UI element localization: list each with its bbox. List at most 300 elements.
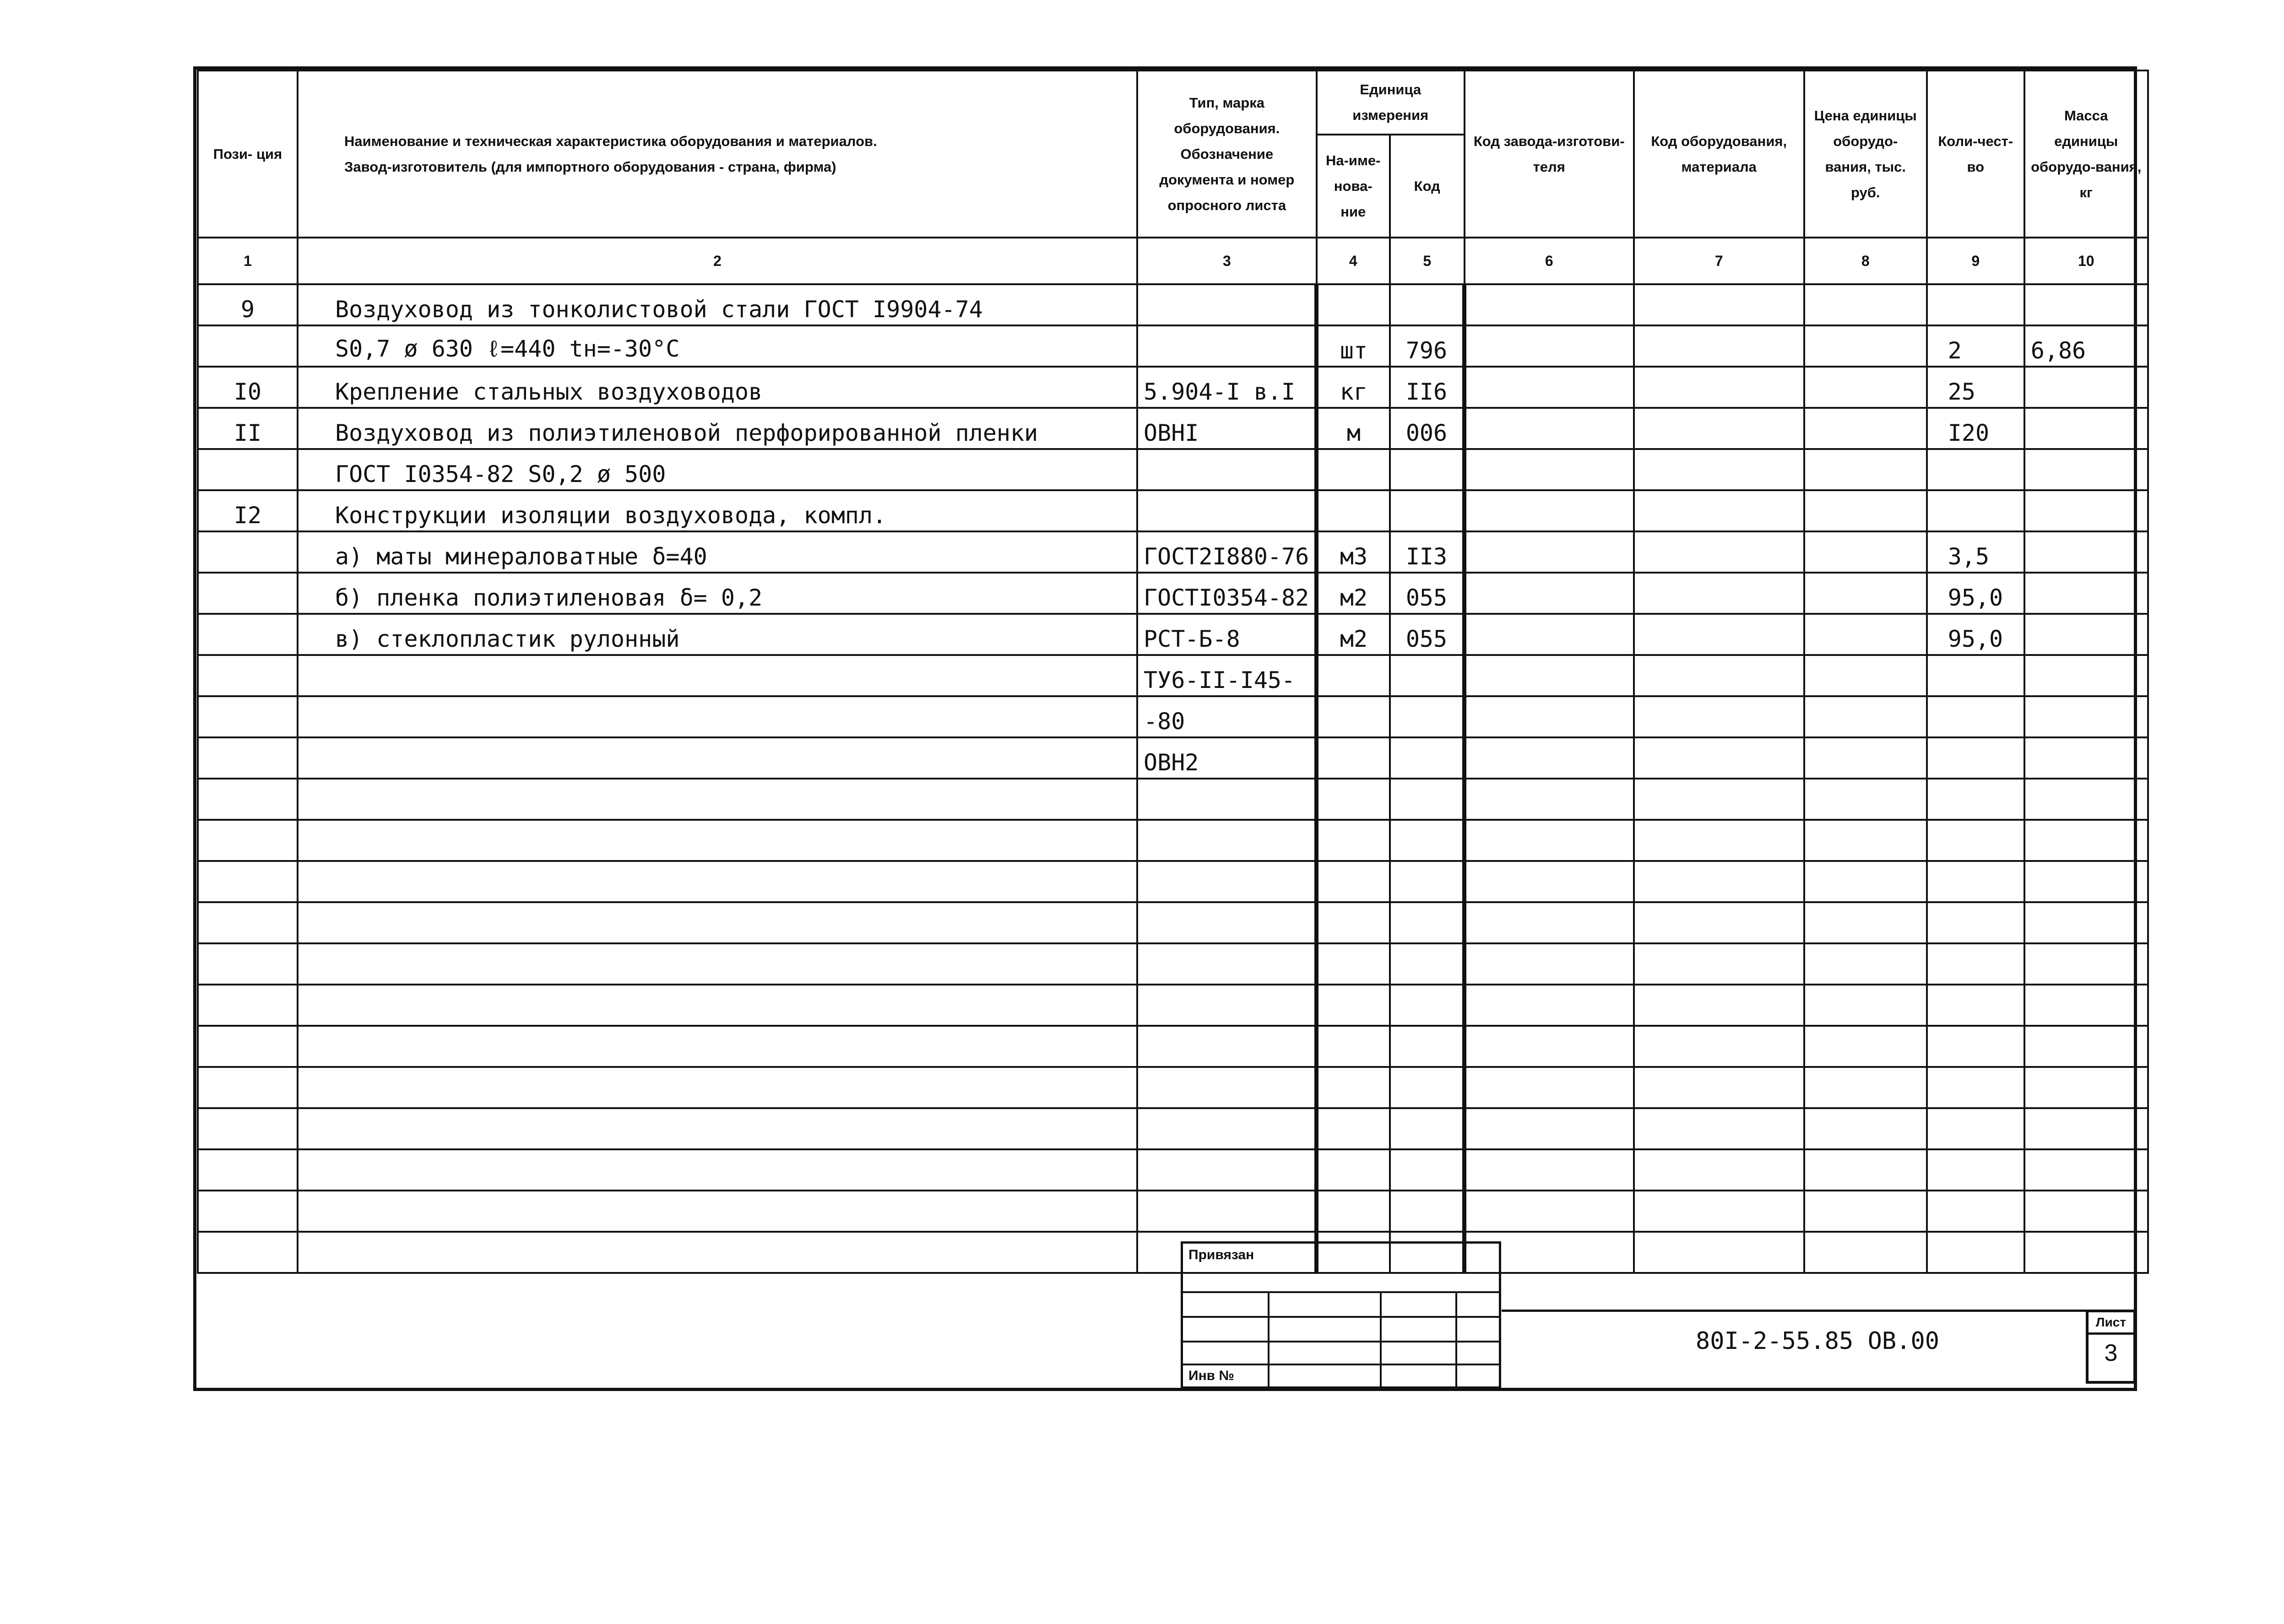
- header-unit: Единица измерения: [1317, 70, 1465, 135]
- cell-f8: [1804, 655, 1927, 696]
- cell-f6: [1465, 408, 1634, 449]
- cell-qty: [1927, 902, 2024, 943]
- cell-f7: [1634, 1191, 1804, 1232]
- cell-f8: [1804, 1149, 1927, 1191]
- cell-code: [1390, 490, 1465, 531]
- table-row: [198, 325, 2148, 367]
- cell-pos: [198, 1067, 298, 1108]
- cell-name: [298, 655, 1137, 696]
- cell-unit: [1317, 1067, 1390, 1108]
- cell-mass: [2024, 1108, 2148, 1149]
- stamp-line: [1455, 1293, 1457, 1386]
- table-row: [198, 284, 2148, 325]
- table-row: [198, 737, 2148, 779]
- cell-f7: [1634, 1149, 1804, 1191]
- cell-mass: [2024, 655, 2148, 696]
- cell-pos: II: [198, 408, 298, 449]
- cell-code: [1390, 779, 1465, 820]
- cell-qty: [1927, 284, 2024, 325]
- cell-name: [298, 1149, 1137, 1191]
- cell-unit: [1317, 490, 1390, 531]
- cell-qty: 25: [1927, 367, 2024, 408]
- cell-f6: [1465, 531, 1634, 573]
- table-row: [198, 367, 2148, 408]
- cell-pos: [198, 820, 298, 861]
- cell-mass: [2024, 1067, 2148, 1108]
- cell-mass: [2024, 284, 2148, 325]
- specification-table: [197, 70, 2149, 1274]
- cell-f6: [1465, 985, 1634, 1026]
- cell-pos: I0: [198, 367, 298, 408]
- cell-mass: [2024, 820, 2148, 861]
- cell-code: [1390, 1191, 1465, 1232]
- cell-name: Конструкции изоляции воздуховода, компл.: [298, 490, 1137, 531]
- table-row: [198, 449, 2148, 490]
- table-row: [198, 490, 2148, 531]
- cell-f8: [1804, 820, 1927, 861]
- cell-name: [298, 1108, 1137, 1149]
- cell-mass: [2024, 531, 2148, 573]
- cell-qty: [1927, 1108, 2024, 1149]
- cell-mass: [2024, 614, 2148, 655]
- cell-name: [298, 902, 1137, 943]
- sheet-number: 3: [2104, 1340, 2118, 1366]
- cell-f7: [1634, 902, 1804, 943]
- cell-name: Воздуховод из тонколистовой стали ГОСТ I9904-74: [298, 284, 1137, 325]
- cell-qty: [1927, 737, 2024, 779]
- column-number: 6: [1465, 238, 1634, 284]
- cell-type: РСТ-Б-8: [1137, 614, 1317, 655]
- cell-code: [1390, 861, 1465, 902]
- cell-type: ГОСТI0354-82: [1137, 573, 1317, 614]
- cell-f6: [1465, 820, 1634, 861]
- cell-unit: [1317, 1026, 1390, 1067]
- cell-f7: [1634, 408, 1804, 449]
- header-unit-name: На-име-нова-ние: [1317, 135, 1390, 238]
- cell-code: 796: [1390, 325, 1465, 367]
- cell-code: [1390, 943, 1465, 985]
- cell-unit: [1317, 861, 1390, 902]
- cell-mass: [2024, 1232, 2148, 1273]
- cell-pos: [198, 902, 298, 943]
- table-row: [198, 820, 2148, 861]
- cell-mass: [2024, 779, 2148, 820]
- cell-pos: [198, 1108, 298, 1149]
- table-row: [198, 779, 2148, 820]
- cell-type: ГОСТ2I880-76: [1137, 531, 1317, 573]
- cell-unit: [1317, 1108, 1390, 1149]
- cell-f7: [1634, 985, 1804, 1026]
- cell-f7: [1634, 737, 1804, 779]
- cell-code: 055: [1390, 573, 1465, 614]
- cell-mass: [2024, 573, 2148, 614]
- cell-code: [1390, 1149, 1465, 1191]
- table-row: [198, 861, 2148, 902]
- cell-f8: [1804, 284, 1927, 325]
- cell-pos: 9: [198, 284, 298, 325]
- cell-qty: [1927, 696, 2024, 737]
- cell-qty: [1927, 943, 2024, 985]
- cell-mass: [2024, 861, 2148, 902]
- cell-pos: [198, 943, 298, 985]
- column-number: 1: [198, 238, 298, 284]
- cell-pos: [198, 1149, 298, 1191]
- cell-code: II6: [1390, 367, 1465, 408]
- cell-unit: м2: [1317, 614, 1390, 655]
- cell-qty: [1927, 655, 2024, 696]
- cell-mass: [2024, 1191, 2148, 1232]
- cell-mass: [2024, 943, 2148, 985]
- column-number: 5: [1390, 238, 1465, 284]
- cell-mass: [2024, 696, 2148, 737]
- cell-unit: м2: [1317, 573, 1390, 614]
- cell-f6: [1465, 1191, 1634, 1232]
- cell-f8: [1804, 985, 1927, 1026]
- cell-f6: [1465, 1149, 1634, 1191]
- header-name-line1: Наименование и техническая характеристика оборудования и материалов.: [344, 133, 877, 149]
- cell-f6: [1465, 943, 1634, 985]
- cell-f8: [1804, 779, 1927, 820]
- table-row: [198, 1067, 2148, 1108]
- stamp-line: [1268, 1293, 1269, 1386]
- cell-pos: [198, 614, 298, 655]
- cell-type: [1137, 820, 1317, 861]
- cell-f6: [1465, 655, 1634, 696]
- cell-type: ОВН2: [1137, 737, 1317, 779]
- cell-name: Крепление стальных воздуховодов: [298, 367, 1137, 408]
- cell-unit: [1317, 820, 1390, 861]
- table-row: [198, 902, 2148, 943]
- cell-unit: [1317, 1191, 1390, 1232]
- column-number: 8: [1804, 238, 1927, 284]
- header-quantity: Коли-чест-во: [1927, 70, 2024, 238]
- cell-name: ГОСТ I0354-82 S0,2 ø 500: [298, 449, 1137, 490]
- cell-f6: [1465, 490, 1634, 531]
- cell-type: [1137, 902, 1317, 943]
- cell-f7: [1634, 779, 1804, 820]
- column-number: 9: [1927, 238, 2024, 284]
- cell-name: [298, 861, 1137, 902]
- cell-f8: [1804, 737, 1927, 779]
- cell-type: [1137, 449, 1317, 490]
- cell-mass: [2024, 737, 2148, 779]
- cell-f6: [1465, 1108, 1634, 1149]
- cell-name: [298, 1232, 1137, 1273]
- cell-code: [1390, 696, 1465, 737]
- cell-qty: 3,5: [1927, 531, 2024, 573]
- cell-f8: [1804, 367, 1927, 408]
- cell-mass: [2024, 1149, 2148, 1191]
- table-row: [198, 696, 2148, 737]
- cell-f7: [1634, 284, 1804, 325]
- cell-pos: [198, 449, 298, 490]
- cell-f6: [1465, 325, 1634, 367]
- cell-qty: [1927, 1026, 2024, 1067]
- cell-name: [298, 696, 1137, 737]
- cell-pos: [198, 696, 298, 737]
- cell-pos: I2: [198, 490, 298, 531]
- column-number: 7: [1634, 238, 1804, 284]
- sheet-number-box: [2086, 1310, 2136, 1384]
- table-row: [198, 408, 2148, 449]
- cell-code: II3: [1390, 531, 1465, 573]
- cell-pos: [198, 1191, 298, 1232]
- cell-name: [298, 1026, 1137, 1067]
- cell-code: [1390, 655, 1465, 696]
- cell-name: [298, 737, 1137, 779]
- cell-mass: [2024, 985, 2148, 1026]
- cell-type: [1137, 325, 1317, 367]
- cell-f7: [1634, 531, 1804, 573]
- cell-unit: [1317, 696, 1390, 737]
- cell-f7: [1634, 820, 1804, 861]
- cell-pos: [198, 737, 298, 779]
- cell-unit: кг: [1317, 367, 1390, 408]
- cell-pos: [198, 531, 298, 573]
- cell-qty: [1927, 1067, 2024, 1108]
- cell-type: -80: [1137, 696, 1317, 737]
- table-row: [198, 614, 2148, 655]
- cell-f7: [1634, 614, 1804, 655]
- cell-mass: [2024, 408, 2148, 449]
- sheet-label: Лист: [2089, 1312, 2133, 1335]
- cell-mass: [2024, 367, 2148, 408]
- cell-code: [1390, 820, 1465, 861]
- cell-qty: [1927, 1149, 2024, 1191]
- stamp-line: [1183, 1316, 1499, 1318]
- cell-f6: [1465, 1067, 1634, 1108]
- cell-code: [1390, 284, 1465, 325]
- cell-type: [1137, 985, 1317, 1026]
- cell-mass: [2024, 1026, 2148, 1067]
- stamp-line: [1183, 1364, 1499, 1365]
- cell-qty: [1927, 1191, 2024, 1232]
- cell-mass: [2024, 902, 2148, 943]
- cell-f8: [1804, 1026, 1927, 1067]
- cell-f6: [1465, 696, 1634, 737]
- cell-pos: [198, 1232, 298, 1273]
- cell-f7: [1634, 490, 1804, 531]
- column-number: 4: [1317, 238, 1390, 284]
- cell-name: [298, 1067, 1137, 1108]
- cell-type: [1137, 779, 1317, 820]
- cell-f8: [1804, 943, 1927, 985]
- cell-code: [1390, 737, 1465, 779]
- cell-f7: [1634, 573, 1804, 614]
- header-equipment-code: Код оборудования, материала: [1634, 70, 1804, 238]
- cell-unit: [1317, 779, 1390, 820]
- cell-f8: [1804, 1108, 1927, 1149]
- stamp-line: [1183, 1341, 1499, 1343]
- stamp-bottom-label: Инв №: [1188, 1368, 1234, 1383]
- cell-f8: [1804, 861, 1927, 902]
- cell-qty: 95,0: [1927, 614, 2024, 655]
- cell-type: [1137, 1026, 1317, 1067]
- cell-pos: [198, 573, 298, 614]
- cell-type: ТУ6-II-I45-: [1137, 655, 1317, 696]
- approval-stamp: [1181, 1241, 1501, 1389]
- table-row: [198, 985, 2148, 1026]
- cell-f6: [1465, 449, 1634, 490]
- cell-unit: м: [1317, 408, 1390, 449]
- cell-type: [1137, 284, 1317, 325]
- cell-name: б) пленка полиэтиленовая δ= 0,2: [298, 573, 1137, 614]
- table-row: [198, 1191, 2148, 1232]
- cell-mass: [2024, 449, 2148, 490]
- cell-f8: [1804, 1191, 1927, 1232]
- cell-f8: [1804, 408, 1927, 449]
- cell-name: [298, 985, 1137, 1026]
- cell-mass: 6,86: [2024, 325, 2148, 367]
- cell-type: [1137, 861, 1317, 902]
- cell-code: [1390, 902, 1465, 943]
- cell-f6: [1465, 902, 1634, 943]
- cell-f8: [1804, 325, 1927, 367]
- cell-type: [1137, 1149, 1317, 1191]
- cell-name: в) стеклопластик рулонный: [298, 614, 1137, 655]
- cell-f6: [1465, 861, 1634, 902]
- cell-f7: [1634, 1067, 1804, 1108]
- cell-name: [298, 820, 1137, 861]
- header-name-line2: Завод-изготовитель (для импортного оборудования - страна, фирма): [344, 158, 836, 175]
- cell-unit: [1317, 655, 1390, 696]
- cell-code: [1390, 1108, 1465, 1149]
- cell-code: [1390, 1026, 1465, 1067]
- cell-type: [1137, 1067, 1317, 1108]
- table-row: [198, 1149, 2148, 1191]
- table-body: [198, 284, 2148, 1273]
- cell-f8: [1804, 449, 1927, 490]
- header-unit-code: Код: [1390, 135, 1465, 238]
- cell-type: [1137, 1191, 1317, 1232]
- cell-f6: [1465, 737, 1634, 779]
- cell-f7: [1634, 1026, 1804, 1067]
- table-row: [198, 573, 2148, 614]
- cell-qty: 2: [1927, 325, 2024, 367]
- cell-unit: м3: [1317, 531, 1390, 573]
- cell-f8: [1804, 490, 1927, 531]
- cell-f7: [1634, 943, 1804, 985]
- column-number: 2: [298, 238, 1137, 284]
- cell-f6: [1465, 1026, 1634, 1067]
- cell-qty: 95,0: [1927, 573, 2024, 614]
- column-number-row: [198, 238, 2148, 284]
- cell-name: [298, 943, 1137, 985]
- document-number: 80I-2-55.85 ОВ.00: [1695, 1327, 1940, 1355]
- cell-f8: [1804, 531, 1927, 573]
- stamp-line: [1183, 1291, 1499, 1293]
- cell-code: [1390, 985, 1465, 1026]
- cell-unit: [1317, 943, 1390, 985]
- cell-f8: [1804, 573, 1927, 614]
- cell-unit: [1317, 1149, 1390, 1191]
- cell-pos: [198, 655, 298, 696]
- cell-qty: [1927, 1232, 2024, 1273]
- table-row: [198, 943, 2148, 985]
- cell-name: а) маты минераловатные δ=40: [298, 531, 1137, 573]
- cell-unit: [1317, 902, 1390, 943]
- cell-f7: [1634, 1108, 1804, 1149]
- cell-code: [1390, 1067, 1465, 1108]
- cell-f6: [1465, 284, 1634, 325]
- cell-unit: [1317, 737, 1390, 779]
- cell-code: 055: [1390, 614, 1465, 655]
- header-factory-code: Код завода-изготови-теля: [1465, 70, 1634, 238]
- cell-pos: [198, 325, 298, 367]
- cell-f8: [1804, 696, 1927, 737]
- cell-qty: [1927, 449, 2024, 490]
- cell-qty: [1927, 820, 2024, 861]
- cell-unit: [1317, 985, 1390, 1026]
- cell-mass: [2024, 490, 2148, 531]
- cell-type: [1137, 490, 1317, 531]
- cell-name: [298, 779, 1137, 820]
- cell-f6: [1465, 779, 1634, 820]
- cell-type: ОВНI: [1137, 408, 1317, 449]
- cell-f7: [1634, 325, 1804, 367]
- cell-qty: I20: [1927, 408, 2024, 449]
- cell-code: 006: [1390, 408, 1465, 449]
- table-row: [198, 1108, 2148, 1149]
- cell-type: 5.904-I в.I: [1137, 367, 1317, 408]
- cell-type: [1137, 943, 1317, 985]
- cell-f8: [1804, 1232, 1927, 1273]
- cell-f8: [1804, 902, 1927, 943]
- cell-f8: [1804, 614, 1927, 655]
- table-row: [198, 655, 2148, 696]
- cell-f6: [1465, 614, 1634, 655]
- cell-f7: [1634, 449, 1804, 490]
- cell-f6: [1465, 573, 1634, 614]
- table-row: [198, 1026, 2148, 1067]
- cell-f7: [1634, 1232, 1804, 1273]
- column-number: 10: [2024, 238, 2148, 284]
- cell-f7: [1634, 655, 1804, 696]
- cell-f8: [1804, 1067, 1927, 1108]
- cell-pos: [198, 861, 298, 902]
- cell-unit: шт: [1317, 325, 1390, 367]
- cell-unit: [1317, 449, 1390, 490]
- cell-pos: [198, 779, 298, 820]
- header-name: [298, 70, 1137, 238]
- cell-qty: [1927, 985, 2024, 1026]
- cell-unit: [1317, 284, 1390, 325]
- cell-pos: [198, 1026, 298, 1067]
- header-position: Пози- ция: [198, 70, 298, 238]
- cell-name: Воздуховод из полиэтиленовой перфорированной пленки: [298, 408, 1137, 449]
- table-row: [198, 1232, 2148, 1273]
- cell-qty: [1927, 490, 2024, 531]
- cell-f7: [1634, 696, 1804, 737]
- cell-name: [298, 1191, 1137, 1232]
- cell-qty: [1927, 861, 2024, 902]
- stamp-top-label: Привязан: [1188, 1247, 1254, 1262]
- cell-f6: [1465, 367, 1634, 408]
- header-mass: Масса единицы оборудо-вания, кг: [2024, 70, 2148, 238]
- cell-type: [1137, 1108, 1317, 1149]
- header-type: Тип, марка оборудования. Обозначение документа и номер опросного листа: [1137, 70, 1317, 238]
- table-row: [198, 531, 2148, 573]
- cell-name: S0,7 ø 630 ℓ=440 tн=-30°C: [298, 325, 1137, 367]
- column-number: 3: [1137, 238, 1317, 284]
- cell-f7: [1634, 861, 1804, 902]
- cell-qty: [1927, 779, 2024, 820]
- cell-pos: [198, 985, 298, 1026]
- header-price: Цена единицы оборудо-вания, тыс. руб.: [1804, 70, 1927, 238]
- cell-f7: [1634, 367, 1804, 408]
- cell-code: [1390, 449, 1465, 490]
- stamp-line: [1380, 1293, 1382, 1386]
